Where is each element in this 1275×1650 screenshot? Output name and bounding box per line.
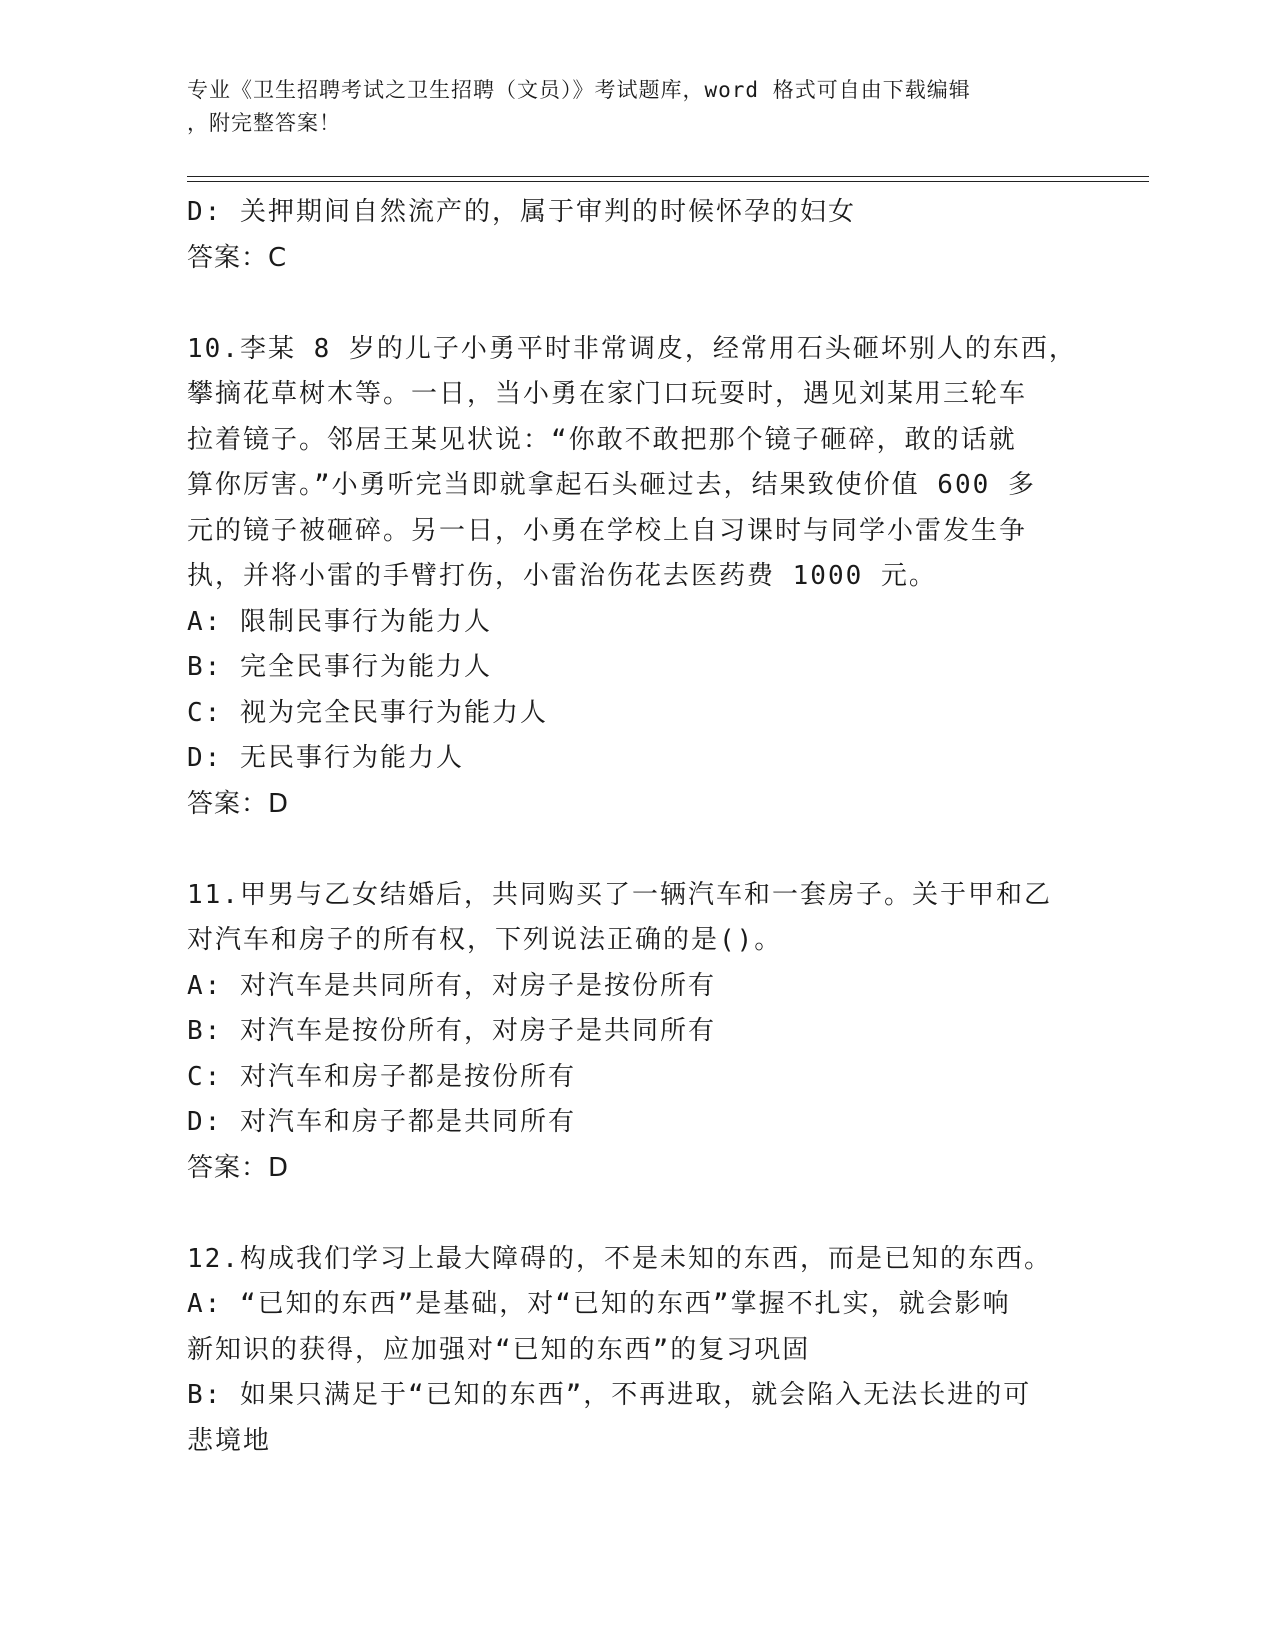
- q10-option-d: D: 无民事行为能力人: [187, 743, 464, 773]
- q10-stem-line: 攀摘花草树木等。一日，当小勇在家门口玩耍时，遇见刘某用三轮车: [187, 379, 1028, 409]
- header-line-1: 专业《卫生招聘考试之卫生招聘（文员）》考试题库，word 格式可自由下载编辑: [187, 78, 971, 102]
- q11-option-c: C: 对汽车和房子都是按份所有: [187, 1061, 576, 1092]
- header-line-2: ，附完整答案！: [187, 111, 341, 135]
- q10-stem-line: 元的镜子被砸碎。另一日，小勇在学校上自习课时与同学小雷发生争: [187, 515, 1028, 546]
- q11-stem-line: 11.甲男与乙女结婚后，共同购买了一辆汽车和一套房子。关于甲和乙: [187, 879, 1052, 910]
- q10-option-a: A: 限制民事行为能力人: [187, 606, 492, 637]
- q11-option-b: B: 对汽车是按份所有，对房子是共同所有: [187, 1016, 716, 1046]
- q10-option-b: B: 完全民事行为能力人: [187, 652, 492, 682]
- spacer: [187, 281, 1087, 327]
- q12-option-b-cont: 悲境地: [187, 1425, 272, 1456]
- q10-stem-line: 执，并将小雷的手臂打伤，小雷治伤花去医药费 1000 元。: [187, 561, 937, 591]
- q10-stem-line: 拉着镜子。邻居王某见状说：“你敢不敢把那个镜子砸碎，敢的话就: [187, 424, 1017, 455]
- q11-answer: 答案：D: [187, 1152, 290, 1183]
- q12-stem-line: 12.构成我们学习上最大障碍的，不是未知的东西，而是已知的东西。: [187, 1243, 1052, 1274]
- spacer: [187, 827, 1087, 873]
- q10-option-c: C: 视为完全民事行为能力人: [187, 697, 548, 728]
- q9-option-d: D: 关押期间自然流产的，属于审判的时候怀孕的妇女: [187, 197, 856, 227]
- q10-stem-line: 算你厉害。”小勇听完当即就拿起石头砸过去，结果致使价值 600 多: [187, 470, 1036, 500]
- spacer: [187, 1191, 1087, 1237]
- q12-option-a: A: “已知的东西”是基础，对“已知的东西”掌握不扎实，就会影响: [187, 1289, 1011, 1319]
- q11-option-d: D: 对汽车和房子都是共同所有: [187, 1107, 576, 1137]
- q10-answer: 答案：D: [187, 788, 290, 819]
- q11-stem-line: 对汽车和房子的所有权，下列说法正确的是()。: [187, 925, 783, 955]
- q9-answer: 答案：C: [187, 242, 288, 273]
- q10-stem-line: 10.李某 8 岁的儿子小勇平时非常调皮，经常用石头砸坏别人的东西，: [187, 333, 1077, 364]
- q12-option-b: B: 如果只满足于“已知的东西”，不再进取，就会陷入无法长进的可: [187, 1380, 1032, 1410]
- page-header: [187, 74, 1087, 140]
- q11-option-a: A: 对汽车是共同所有，对房子是按份所有: [187, 970, 716, 1001]
- question-content: [187, 190, 1087, 1464]
- header-divider: [187, 176, 1149, 177]
- q12-option-a-cont: 新知识的获得，应加强对“已知的东西”的复习巩固: [187, 1334, 811, 1365]
- header-divider: [187, 181, 1149, 182]
